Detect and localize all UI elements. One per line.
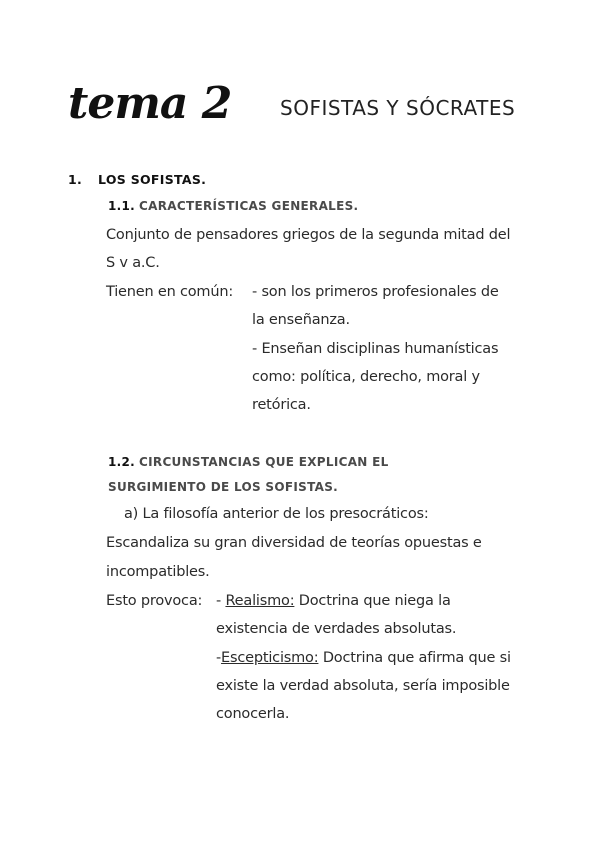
definition-continuation: existe la verdad absoluta, sería imposible [216, 678, 510, 694]
dash: - [216, 593, 226, 609]
section-number: 1. [68, 172, 83, 187]
term-realismo: Realismo: [225, 593, 295, 609]
paragraph-line: incompatibles. [106, 564, 210, 580]
list-item: retórica. [252, 397, 311, 413]
subsection-title: SURGIMIENTO DE LOS SOFISTAS. [108, 480, 339, 494]
subsection-title: CIRCUNSTANCIAS QUE EXPLICAN EL [139, 455, 389, 469]
definition-continuation: existencia de verdades absolutas. [216, 621, 457, 637]
escepticismo-line [216, 650, 511, 666]
subsection-title: CARACTERÍSTICAS GENERALES. [139, 199, 359, 213]
page-subtitle: SOFISTAS Y SÓCRATES [280, 96, 516, 120]
subsection-heading-1-2-cont [108, 480, 338, 494]
list-item: como: política, derecho, moral y [252, 369, 480, 385]
page-title: tema 2 [68, 78, 232, 129]
section-heading [68, 172, 206, 187]
paragraph-line: Conjunto de pensadores griegos de la segunda mitad del [106, 227, 511, 243]
common-label: Tienen en común: [106, 284, 234, 300]
subsection-heading-1-1 [108, 199, 358, 213]
list-item-a: a) La filosofía anterior de los presocráticos: [124, 506, 429, 522]
term-escepticismo: Escepticismo: [221, 650, 319, 666]
subsection-number: 1.1. [108, 199, 136, 213]
list-item: - son los primeros profesionales de [252, 284, 499, 300]
definition: Doctrina que niega la [294, 593, 451, 609]
provoca-label: Esto provoca: [106, 593, 203, 609]
dash: - [216, 650, 222, 666]
section-title: LOS SOFISTAS. [98, 172, 207, 187]
list-item: la enseñanza. [252, 312, 350, 328]
definition: Doctrina que afirma que si [318, 650, 511, 666]
definition-continuation: conocerla. [216, 706, 290, 722]
subsection-heading-1-2 [108, 455, 389, 469]
subsection-number: 1.2. [108, 455, 136, 469]
realismo-line [216, 593, 451, 609]
paragraph-line: S v a.C. [106, 255, 160, 271]
list-item: - Enseñan disciplinas humanísticas [252, 341, 499, 357]
paragraph-line: Escandaliza su gran diversidad de teorías opuestas e [106, 535, 482, 551]
